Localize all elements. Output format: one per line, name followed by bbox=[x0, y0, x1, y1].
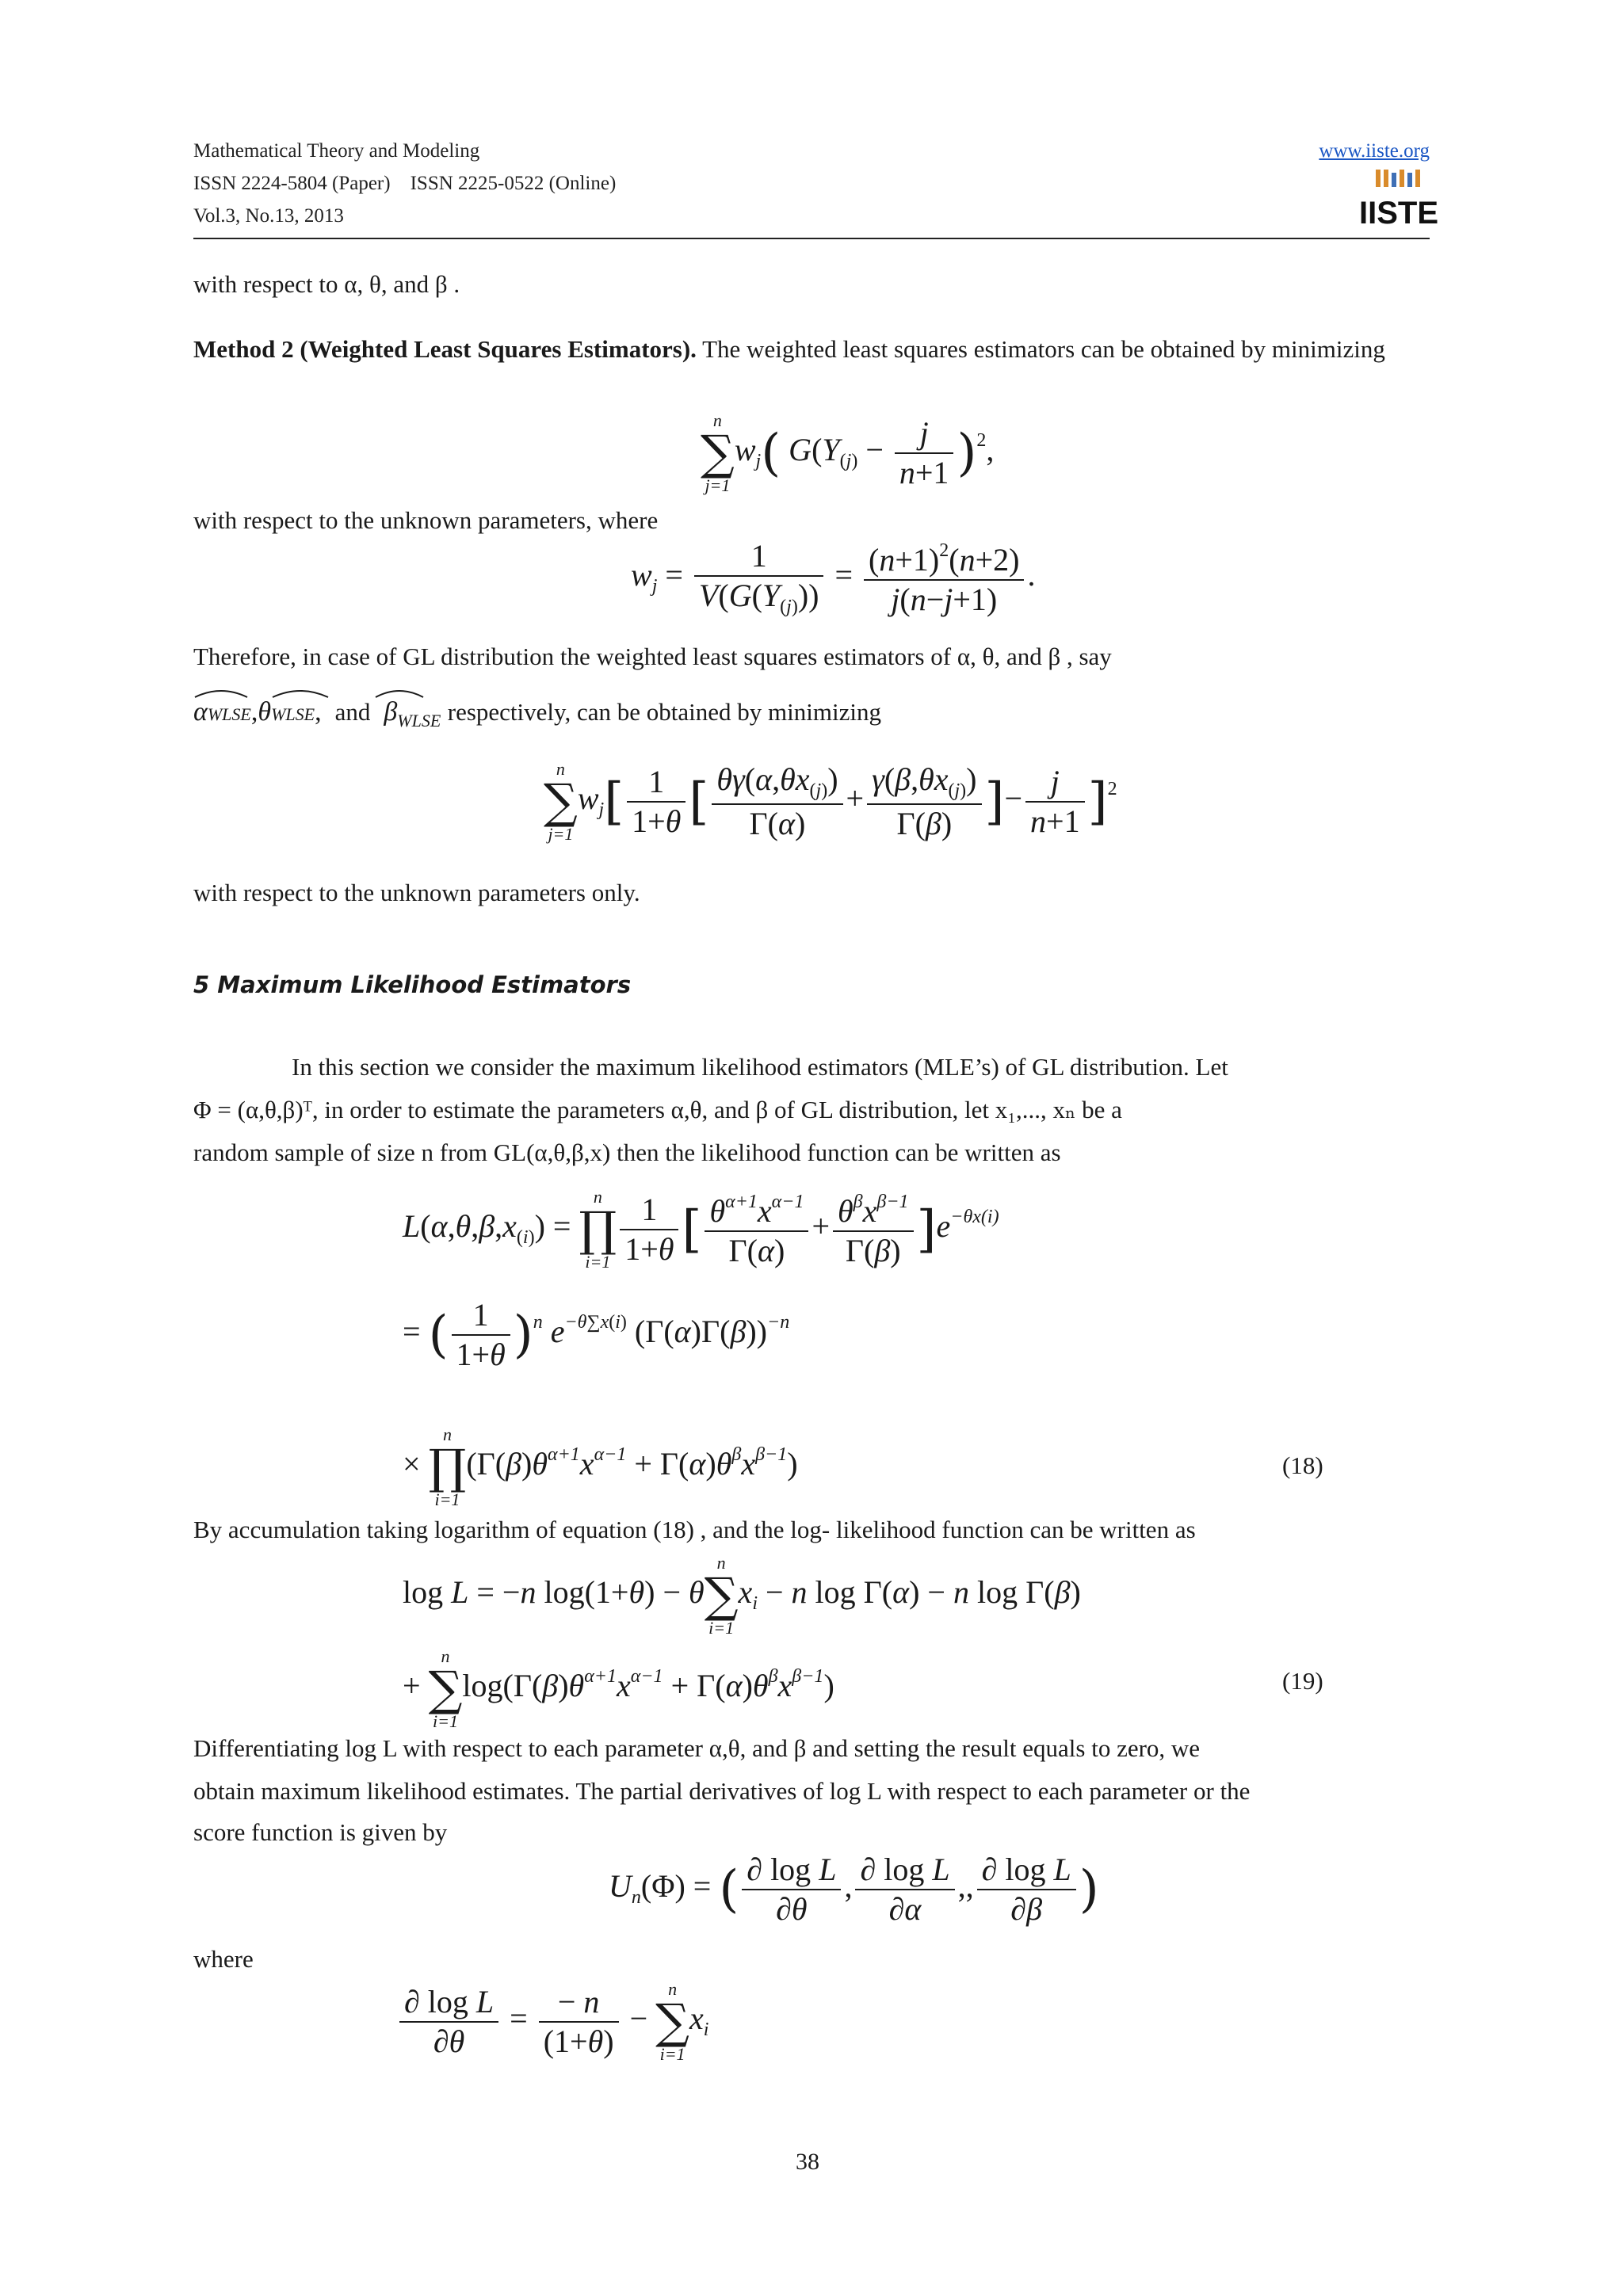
therefore-line: Therefore, in case of GL distribution the weighted least squares estimators of α, θ, and β , say bbox=[193, 643, 1112, 670]
intro-line: with respect to α, θ, and β . bbox=[193, 270, 460, 298]
unknown-params-line: with respect to the unknown parameters, where bbox=[193, 506, 659, 534]
score-function-equation: $U_n(\Phi)$ = ( $\frac{\text{∂ log L}}{\partial\theta}$ , $\frac{\text{∂ log L}}{\partial\alpha}$ ,, $\frac{\text{∂ log L}}{\partial\beta}$ ) bbox=[609, 1852, 1099, 1927]
method2-paragraph bbox=[193, 333, 1430, 366]
log-likelihood-sum-equation: + n ∑ i=1 $\log(\Gamma(\beta)\theta^{\alpha+1}x^{\alpha-1} + \Gamma(\alpha)\theta^\beta x^{\beta-1})$ bbox=[403, 1646, 834, 1731]
wlse-line: αWLSE,θWLSE, and $\beta_{WLSE}$ respectively, can be obtained by minimizing bbox=[193, 697, 881, 731]
unknown-only-line: with respect to the unknown parameters only. bbox=[193, 879, 640, 906]
logo-icon bbox=[1358, 168, 1439, 231]
svg-text:IISTE: IISTE bbox=[1358, 196, 1439, 231]
header-rule bbox=[193, 238, 1430, 239]
section-heading: 5 Maximum Likelihood Estimators bbox=[193, 971, 632, 998]
where-line: where bbox=[193, 1945, 254, 1973]
weight-equation: $w_j$ = $\frac{1}{V(G(Y_{(j)}))}$ = $\frac{(n+1)^2(n+2)}{j(n-j+1)}$ . bbox=[631, 538, 1036, 617]
method2-title: Method 2 (Weighted Least Squares Estimators). bbox=[193, 335, 697, 363]
likelihood-expanded-equation: = ( $\frac{1}{1+\theta}$ )$^n$ $e^{-\theta\sum x(i)}$ $(\Gamma(\alpha)\Gamma(\beta))^{-n}$ bbox=[403, 1297, 790, 1372]
wlse-gl-equation: n ∑ j=1 $w_j$[ $\frac{1}{1+\theta}$ [ $\frac{\theta\gamma(\alpha,\theta x_{(j)})}{\Gamma(\alpha)}$ + $\frac{\gamma(\beta,\theta x_{(j)})}{\Gamma(\beta)}$ ]− $\frac{j}{n+1}$ ]$^2$ bbox=[544, 759, 1117, 844]
volume-line: Vol.3, No.13, 2013 bbox=[193, 205, 344, 227]
wlse-objective-equation: n ∑ j=1 $w_j$( $G(Y_{(j)}$ − $\frac{j}{n+1}$ )$^2$, bbox=[701, 410, 995, 495]
section-para-line2: Φ = (α,θ,β)ᵀ, in order to estimate the parameters α,θ, and β of GL distribution, let x₁,..., xₙ be a bbox=[193, 1096, 1122, 1123]
page-number: 38 bbox=[796, 2149, 819, 2175]
differentiating-line1: Differentiating log L with respect to each parameter α,θ, and β and setting the result equals to zero, we bbox=[193, 1734, 1201, 1762]
issn-line: ISSN 2224-5804 (Paper) ISSN 2225-0522 (Online) bbox=[193, 173, 617, 194]
equation-number-18: (18) bbox=[1282, 1451, 1323, 1479]
journal-name: Mathematical Theory and Modeling bbox=[193, 140, 480, 162]
likelihood-equation: $L(\alpha,\theta,\beta,x_{(i)})$ = n ∏ i=1 $\frac{1}{1+\theta}$ [ $\frac{\theta^{\alpha+1}x^{\alpha-1}}{\Gamma(\alpha)}$ + $\frac{\theta^\beta x^{\beta-1}}{\Gamma(\beta)}$ ]$e^{-\theta x(i)}$ bbox=[403, 1187, 999, 1272]
method2-text: The weighted least squares estimators can be obtained by minimizing bbox=[696, 335, 1385, 363]
differentiating-line2: obtain maximum likelihood estimates. The partial derivatives of log L with respect to each parameter or the bbox=[193, 1777, 1251, 1805]
website-link[interactable]: www.iiste.org bbox=[1319, 140, 1430, 162]
partial-theta-equation: $\frac{\text{∂ log L}}{\partial\theta}$ = $\frac{- n}{(1+\theta)}$ − n ∑ i=1 $x_i$ bbox=[396, 1981, 708, 2063]
wlse-line-text: respectively, can be obtained by minimizing bbox=[447, 698, 881, 726]
section-para-line3: random sample of size n from GL(α,θ,β,x) then the likelihood function can be written as bbox=[193, 1138, 1061, 1166]
log-likelihood-equation: log L = −n log(1+θ) − θ n ∑ i=1 $x_i - n$ log Γ(α) − n log Γ(β) bbox=[403, 1553, 1081, 1638]
accumulation-line: By accumulation taking logarithm of equation (18) , and the log- likelihood function can be written as bbox=[193, 1516, 1196, 1543]
section-para-line1: In this section we consider the maximum likelihood estimators (MLE’s) of GL distribution. Let bbox=[292, 1053, 1228, 1081]
hat-marks-icon bbox=[193, 685, 423, 700]
equation-number-19: (19) bbox=[1282, 1667, 1323, 1695]
iiste-logo bbox=[1358, 168, 1439, 231]
differentiating-line3: score function is given by bbox=[193, 1818, 448, 1846]
likelihood-product-equation: × n ∏ i=1 $(\Gamma(\beta)\theta^{\alpha+1}x^{\alpha-1} + \Gamma(\alpha)\theta^\beta x^{\beta-1})$ bbox=[403, 1425, 798, 1509]
